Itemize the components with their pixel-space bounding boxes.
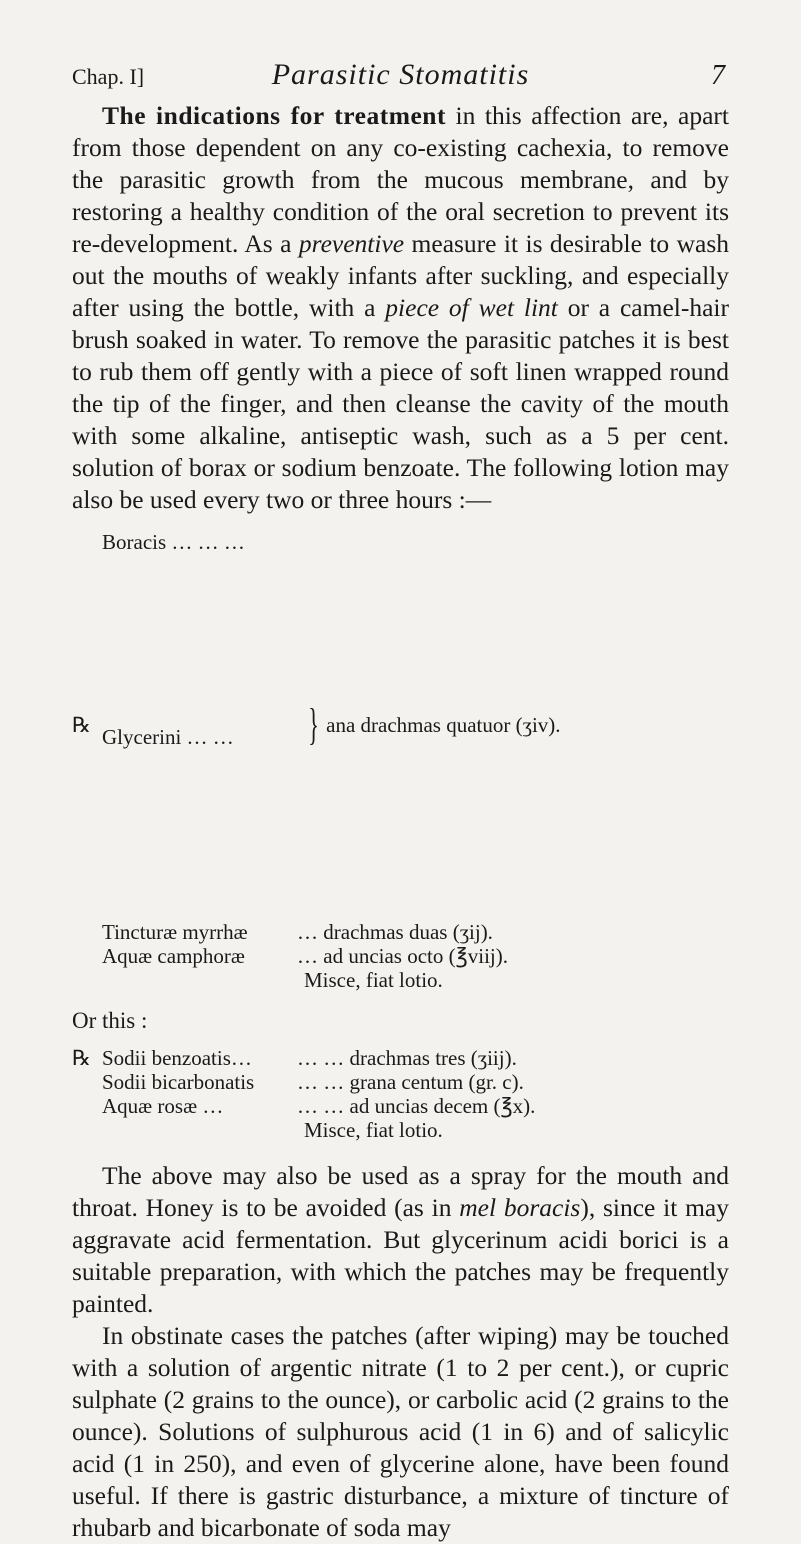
rx-ingredient: Aquæ rosæ … — [102, 1094, 224, 1118]
italic-run: piece of wet lint — [385, 293, 558, 322]
bold-lead: The indications for treatment — [102, 101, 446, 130]
text-run: or a camel-hair brush soaked in water. To remove the parasitic patches it is best to rub them off gently with a piece of soft linen wrapped round the tip of the finger, and then cleanse the cavity of the mouth with some alkaline, antiseptic wash, such as a 5 per cent. solution of borax or sodium benzoate. The following lotion may also be used every two or three hours :— — [72, 293, 729, 514]
rx-ingredient: Glycerini … … — [102, 725, 234, 749]
rx-ingredient: Aquæ camphoræ — [102, 944, 245, 968]
rx-dose: … drachmas duas (ʒij). — [297, 920, 493, 944]
rx-dose: … ad uncias octo (℥viij). — [297, 944, 508, 968]
rx-ingredient: Boracis … … … — [102, 530, 245, 554]
rx-dose: ana drachmas quatuor (ʒiv). — [326, 713, 561, 737]
text-run: ), since it may aggravate acid fermentation. But glycerinum acidi borici is a suitable preparation, with which the patches may be frequently painted. — [72, 1193, 729, 1318]
rx-line — [72, 1070, 729, 1094]
rx-line — [72, 1094, 729, 1118]
paragraph-obstinate: In obstinate cases the patches (after wiping) may be touched with a solution of argentic nitrate (1 to 2 per cent.), or cupric sulphate (2 grains to the ounce), or carbolic acid (2 grains to the ounce). Solutions of sulphurous acid (1 in 6) and of salicylic acid (1 in 250), and even of glycerine alone, have been found useful. If there is gastric disturbance, a mixture of tincture of rhubarb and bicarbonate of soda may — [72, 1321, 729, 1542]
rx-brace-group — [72, 530, 729, 920]
chapter-label: Chap. I] — [72, 64, 145, 89]
or-label: Or this : — [72, 1008, 148, 1033]
prescription-1 — [72, 530, 729, 992]
rx-line — [72, 944, 729, 968]
rx-ingredient: Tincturæ myrrhæ — [102, 920, 248, 944]
rx-dose: … … grana centum (gr. c). — [297, 1070, 524, 1094]
italic-run: mel boracis — [459, 1193, 581, 1222]
italic-run: preventive — [298, 229, 405, 258]
rx-misce: Misce, fiat lotio. — [304, 1118, 443, 1142]
rx-brace-names — [102, 530, 297, 920]
paragraph-spray — [72, 1160, 729, 1320]
text-run: measure it is desirable to wash out the mouths of weakly infants after suckling, and especially after using the bottle, with a — [72, 229, 729, 322]
page-body — [72, 100, 729, 1544]
text-run: in this affection are, apart from those dependent on any co-existing cachexia, to remove the parasitic growth from the mucous membrane, and by restoring a healthy condition of the oral secretion to prevent its re-development. As a — [72, 101, 729, 258]
rx-dose: … … ad uncias decem (℥x). — [297, 1094, 536, 1118]
paragraph-treatment — [72, 100, 729, 516]
recipe-symbol: ℞ — [72, 713, 91, 737]
recipe-symbol: ℞ — [72, 1046, 91, 1070]
rx-dose: … … drachmas tres (ʒiij). — [297, 1046, 517, 1070]
text-run: The above may also be used as a spray for the mouth and throat. Honey is to be avoided (as in — [72, 1161, 729, 1222]
brace-glyph: } — [308, 700, 319, 749]
running-header — [72, 58, 729, 94]
rx-misce: Misce, fiat lotio. — [304, 968, 443, 992]
rx-ingredient: Sodii benzoatis… — [102, 1046, 252, 1070]
rx-ingredient: Sodii bicarbonatis — [102, 1070, 255, 1094]
running-title: Parasitic Stomatitis — [271, 58, 530, 91]
page-number: 7 — [711, 60, 725, 91]
rx-line — [72, 920, 729, 944]
prescription-2 — [72, 1046, 729, 1142]
rx-line — [72, 1046, 729, 1070]
